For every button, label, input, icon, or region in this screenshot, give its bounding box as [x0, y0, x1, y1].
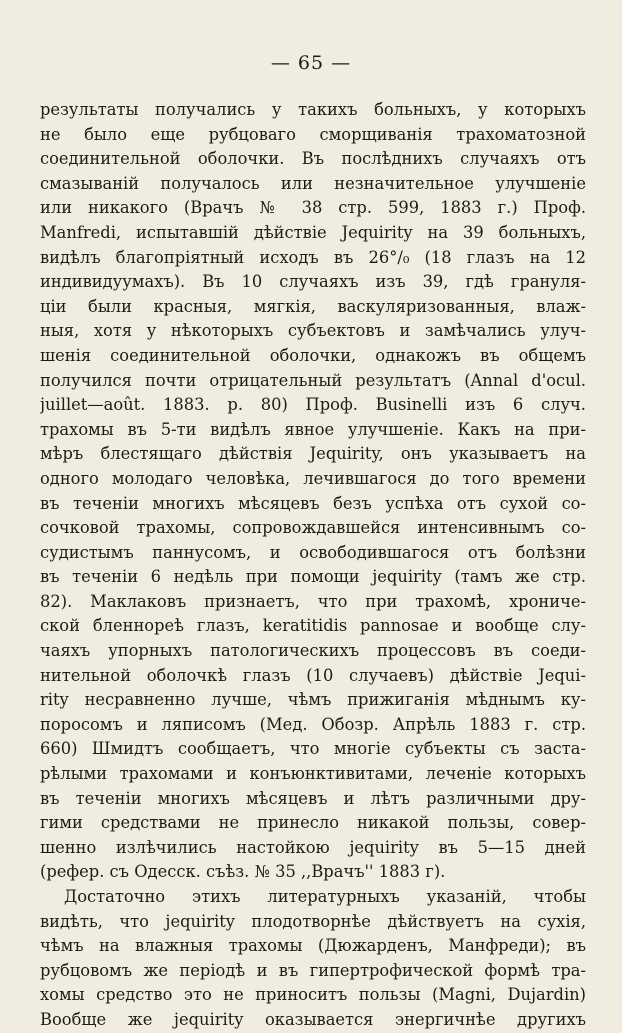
- text-line: Manfredi, испытавшій дѣйствіе Jequirity на 39 больныхъ,: [40, 222, 586, 242]
- text-line: въ теченіи 6 недѣль при помощи jequirity (тамъ же стр.: [40, 567, 586, 587]
- text-line: ской бленнореѣ глазъ, keratitidis pannosae и вообще слу-: [40, 616, 586, 636]
- text-line: сочковой трахомы, сопровождавшейся интенсивнымъ со-: [40, 518, 586, 538]
- text-line: шенно излѣчились настойкою jequirity въ 5—15 дней: [40, 837, 586, 857]
- text-line: или никакого (Врачъ № 38 стр. 599, 1883 г.) Проф.: [40, 198, 586, 218]
- text-line: одного молодаго человѣка, лечившагося до того времени: [40, 468, 586, 488]
- text-line: ціи были красныя, мягкія, васкуляризованныя, влаж-: [40, 296, 586, 316]
- text-line: смазываній получалось или незначительное улучшеніе: [40, 173, 586, 193]
- text-line: (рефер. съ Одесск. съѣз. № 35 ,,Врачъ'' 1883 г).: [40, 862, 446, 882]
- text-line: трахомы въ 5-ти видѣлъ явное улучшеніе. Какъ на при-: [40, 419, 586, 439]
- text-line: нительной оболочкѣ глазъ (10 случаевъ) дѣйствіе Jequi-: [40, 665, 586, 685]
- text-line: результаты получались у такихъ больныхъ, у которыхъ: [40, 100, 586, 119]
- text-line: соединительной оболочки. Въ послѣднихъ случаяхъ отъ: [40, 149, 586, 169]
- text-line: поросомъ и ляписомъ (Мед. Обозр. Апрѣль 1883 г. стр.: [40, 714, 586, 734]
- text-line: хомы средство это не приноситъ пользы (Magni, Dujardin): [40, 985, 586, 1005]
- page-number: — 65 —: [270, 52, 352, 74]
- text-line: 82). Маклаковъ признаетъ, что при трахомѣ, хрониче-: [40, 591, 586, 611]
- text-line: гими средствами не принесло никакой пользы, совер-: [40, 813, 586, 833]
- body-text: [40, 98, 586, 1033]
- text-line: видѣлъ благопріятный исходъ въ 26°/₀ (18 глазъ на 12: [40, 247, 586, 267]
- text-line: рѣлыми трахомами и конъюнктивитами, леченіе которыхъ: [40, 764, 586, 784]
- text-line: въ теченіи многихъ мѣсяцевъ безъ успѣха отъ сухой со-: [40, 493, 586, 513]
- text-line: получился почти отрицательный результатъ (Annal d'ocul.: [40, 370, 586, 390]
- text-line: Достаточно этихъ литературныхъ указаній, чтобы: [64, 887, 586, 906]
- text-line: чаяхъ упорныхъ патологическихъ процессовъ въ соеди-: [40, 641, 586, 661]
- text-line: Вообще же jequirity оказывается энергичнѣе другихъ: [40, 1009, 586, 1029]
- text-line: 660) Шмидтъ сообщаетъ, что многіе субъекты съ заста-: [40, 739, 586, 759]
- text-line: шенія соединительной оболочки, однакожъ въ общемъ: [40, 345, 586, 365]
- text-line: въ теченіи многихъ мѣсяцевъ и лѣтъ различными дру-: [40, 788, 586, 808]
- text-line: мѣръ блестящаго дѣйствія Jequirity, онъ указываетъ на: [40, 444, 586, 464]
- text-line: чѣмъ на влажныя трахомы (Дюжарденъ, Манфреди); въ: [40, 936, 586, 956]
- text-line: не было еще рубцоваго сморщиванія трахоматозной: [40, 124, 586, 144]
- text-line: рубцовомъ же періодѣ и въ гипертрофической формѣ тра-: [40, 960, 586, 980]
- text-line: видѣть, что jequirity плодотворнѣе дѣйствуетъ на сухія,: [40, 911, 586, 931]
- text-line: juillet—août. 1883. p. 80) Проф. Businelli изъ 6 случ.: [40, 395, 586, 415]
- text-line: индивидуумахъ). Въ 10 случаяхъ изъ 39, гдѣ грануля-: [40, 272, 586, 292]
- text-line: ныя, хотя у нѣкоторыхъ субъектовъ и замѣчались улуч-: [40, 321, 586, 341]
- text-line: судистымъ паннусомъ, и освободившагося отъ болѣзни: [40, 542, 586, 562]
- text-line: rity несравненно лучше, чѣмъ прижиганія мѣднымъ ку-: [40, 690, 586, 710]
